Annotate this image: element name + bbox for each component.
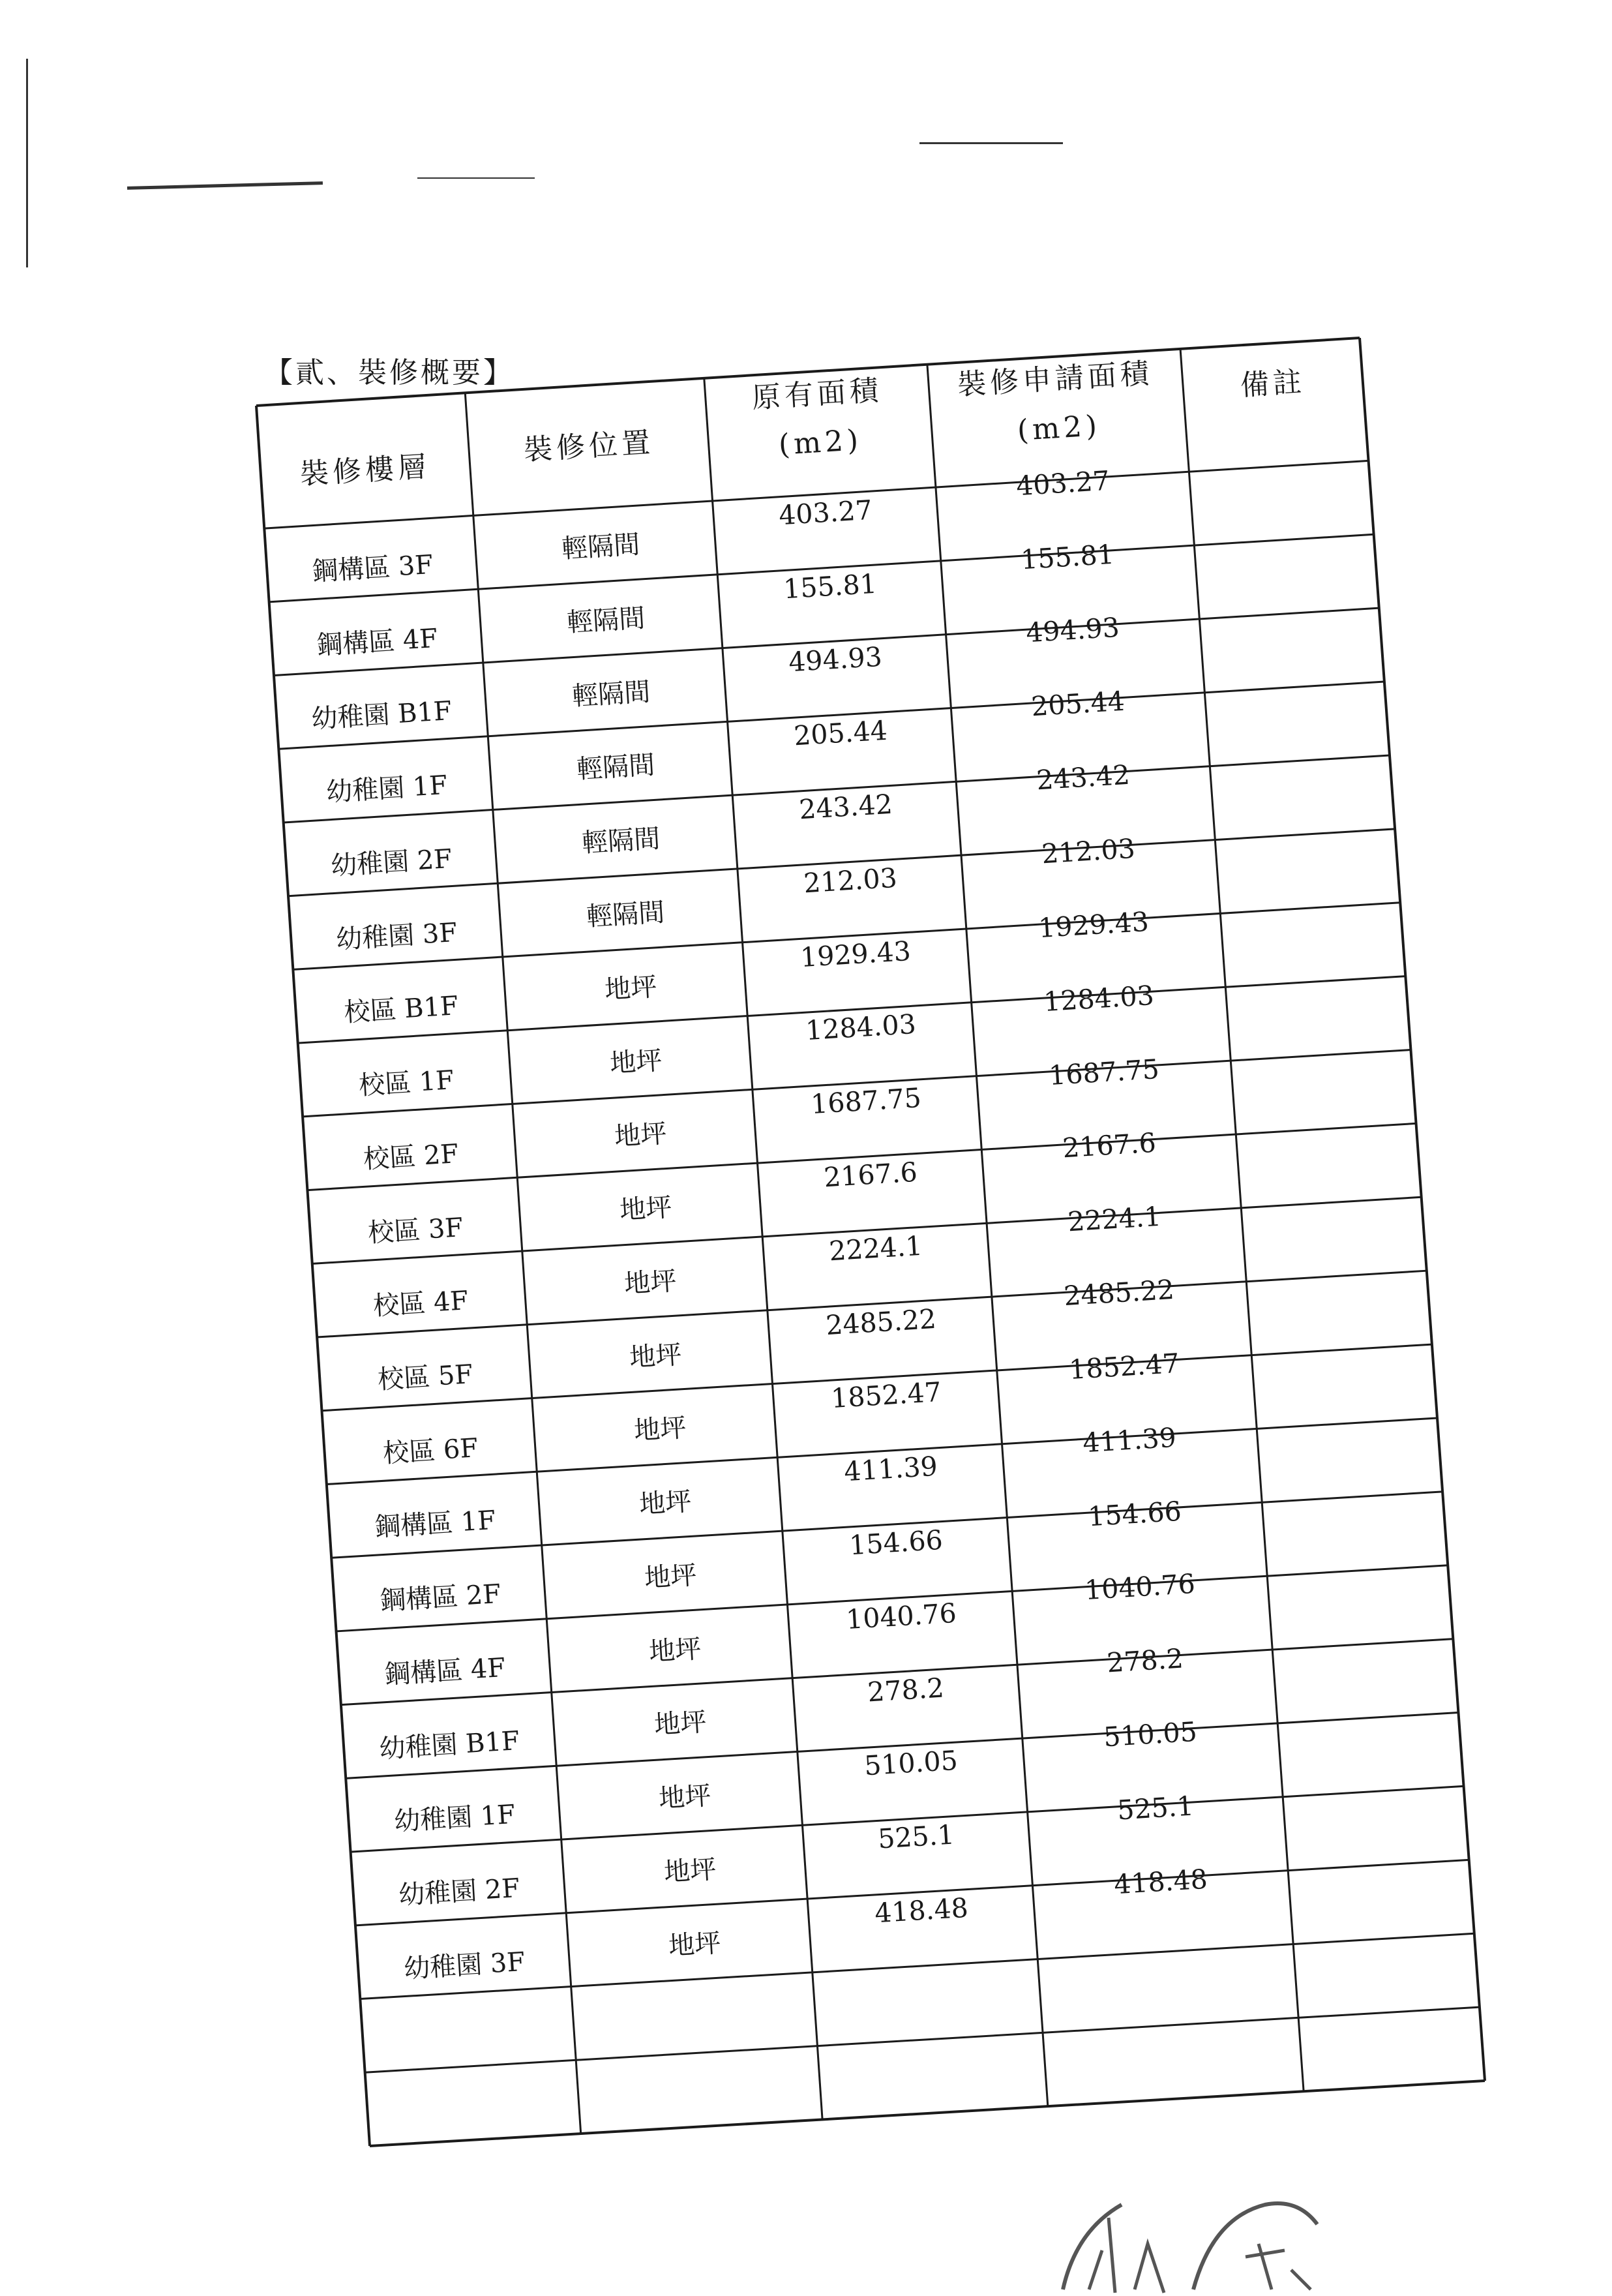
- table-row-rule: [360, 1933, 1474, 1999]
- row-original-area: 2485.22: [824, 1303, 937, 1341]
- row-location: 地坪: [658, 1781, 712, 1815]
- row-floor: 鋼構區 3F: [310, 549, 434, 588]
- row-floor: 幼稚園 2F: [398, 1873, 521, 1911]
- row-applied-area: 510.05: [1102, 1715, 1198, 1753]
- row-floor: 幼稚園 1F: [393, 1800, 516, 1837]
- row-applied-area: 525.1: [1116, 1790, 1195, 1826]
- row-applied-area: 403.27: [1015, 464, 1111, 502]
- row-original-area: 212.03: [803, 862, 899, 899]
- row-applied-area: 411.39: [1082, 1421, 1178, 1459]
- header-remarks: 備註: [1239, 365, 1307, 402]
- row-applied-area: 1284.03: [1042, 979, 1155, 1018]
- row-location: 地坪: [603, 971, 658, 1005]
- row-floor: 幼稚園 3F: [402, 1946, 526, 1985]
- table-column-rule: [1180, 349, 1304, 2091]
- row-location: 地坪: [638, 1487, 693, 1520]
- row-original-area: 1687.75: [809, 1082, 922, 1121]
- row-original-area: 510.05: [863, 1745, 959, 1782]
- row-location: 地坪: [653, 1707, 708, 1741]
- row-original-area: 154.66: [848, 1524, 944, 1562]
- table-row-rule: [370, 2081, 1485, 2146]
- row-floor: 幼稚園 B1F: [310, 696, 453, 735]
- row-original-area: 403.27: [777, 494, 873, 532]
- row-location: 地坪: [623, 1265, 678, 1299]
- row-original-area: 525.1: [876, 1819, 955, 1855]
- row-floor: 幼稚園 3F: [335, 917, 458, 955]
- row-original-area: 494.93: [788, 641, 884, 678]
- row-floor: 幼稚園 B1F: [378, 1725, 521, 1764]
- row-applied-area: 2224.1: [1066, 1200, 1162, 1238]
- row-location: 地坪: [633, 1413, 687, 1447]
- header-location: 裝修位置: [522, 426, 655, 468]
- row-applied-area: 1040.76: [1083, 1568, 1197, 1607]
- row-original-area: 1040.76: [844, 1597, 957, 1635]
- row-applied-area: 205.44: [1030, 685, 1126, 723]
- row-location: 地坪: [643, 1560, 698, 1594]
- row-floor: 幼稚園 2F: [330, 843, 453, 881]
- row-original-area: 418.48: [873, 1892, 969, 1929]
- row-location: 地坪: [668, 1927, 723, 1961]
- row-floor: 校區 3F: [367, 1212, 464, 1248]
- row-applied-area: 278.2: [1105, 1642, 1185, 1679]
- row-location: 輕隔間: [580, 824, 661, 859]
- row-location: 地坪: [663, 1854, 717, 1888]
- row-floor: 校區 1F: [357, 1065, 455, 1101]
- row-floor: 校區 6F: [381, 1432, 479, 1469]
- row-location: 地坪: [628, 1339, 683, 1373]
- row-location: 輕隔間: [565, 603, 646, 638]
- row-floor: 校區 4F: [372, 1286, 470, 1322]
- row-floor: 鋼構區 1F: [374, 1505, 497, 1543]
- row-applied-area: 1929.43: [1037, 905, 1150, 944]
- row-original-area: 278.2: [867, 1672, 946, 1708]
- row-applied-area: 418.48: [1112, 1863, 1208, 1901]
- row-original-area: 205.44: [792, 714, 888, 752]
- row-location: 輕隔間: [561, 529, 641, 565]
- header-floor: 裝修樓層: [299, 450, 432, 492]
- row-applied-area: 1687.75: [1047, 1053, 1160, 1091]
- row-original-area: 243.42: [798, 788, 893, 826]
- row-location: 地坪: [613, 1119, 668, 1153]
- row-location: 地坪: [648, 1633, 702, 1667]
- row-location: 輕隔間: [571, 676, 651, 712]
- table-column-rule: [704, 378, 822, 2120]
- header-original-area: 原有面積: [751, 373, 884, 415]
- row-original-area: 411.39: [843, 1450, 939, 1488]
- row-original-area: 1284.03: [804, 1008, 917, 1047]
- header-applied-area: 裝修申請面積: [957, 357, 1154, 402]
- table-column-rule: [256, 406, 370, 2146]
- row-applied-area: 154.66: [1087, 1495, 1183, 1532]
- row-applied-area: 2485.22: [1063, 1273, 1176, 1312]
- row-location: 地坪: [608, 1045, 663, 1079]
- row-applied-area: 212.03: [1040, 832, 1137, 870]
- row-applied-area: 155.81: [1020, 538, 1116, 575]
- official-seal-stamp: [1050, 2179, 1324, 2296]
- row-original-area: 1929.43: [799, 935, 912, 973]
- row-location: 地坪: [618, 1192, 673, 1226]
- row-applied-area: 243.42: [1036, 759, 1131, 796]
- row-floor: 鋼構區 4F: [383, 1652, 507, 1691]
- row-floor: 鋼構區 4F: [316, 623, 439, 661]
- row-floor: 校區 2F: [362, 1138, 460, 1175]
- row-applied-area: 2167.6: [1061, 1127, 1157, 1164]
- row-original-area: 1852.47: [829, 1376, 942, 1415]
- row-original-area: 155.81: [783, 567, 878, 605]
- row-floor: 校區 B1F: [343, 991, 460, 1029]
- row-original-area: 2167.6: [823, 1156, 919, 1194]
- row-applied-area: 494.93: [1025, 612, 1121, 649]
- row-floor: 幼稚園 1F: [325, 770, 449, 808]
- header-applied-area-unit: (m2): [1016, 409, 1102, 447]
- row-applied-area: 1852.47: [1068, 1347, 1181, 1386]
- row-original-area: 2224.1: [828, 1230, 924, 1267]
- table-column-rule: [1360, 338, 1485, 2081]
- row-floor: 校區 5F: [377, 1359, 474, 1395]
- table-row-rule: [365, 2007, 1480, 2072]
- row-location: 輕隔間: [576, 750, 656, 785]
- row-floor: 鋼構區 2F: [378, 1579, 501, 1617]
- header-original-area-unit: (m2): [777, 423, 863, 462]
- row-location: 輕隔間: [586, 897, 666, 933]
- section-heading: 【貳、裝修概要】: [264, 356, 515, 389]
